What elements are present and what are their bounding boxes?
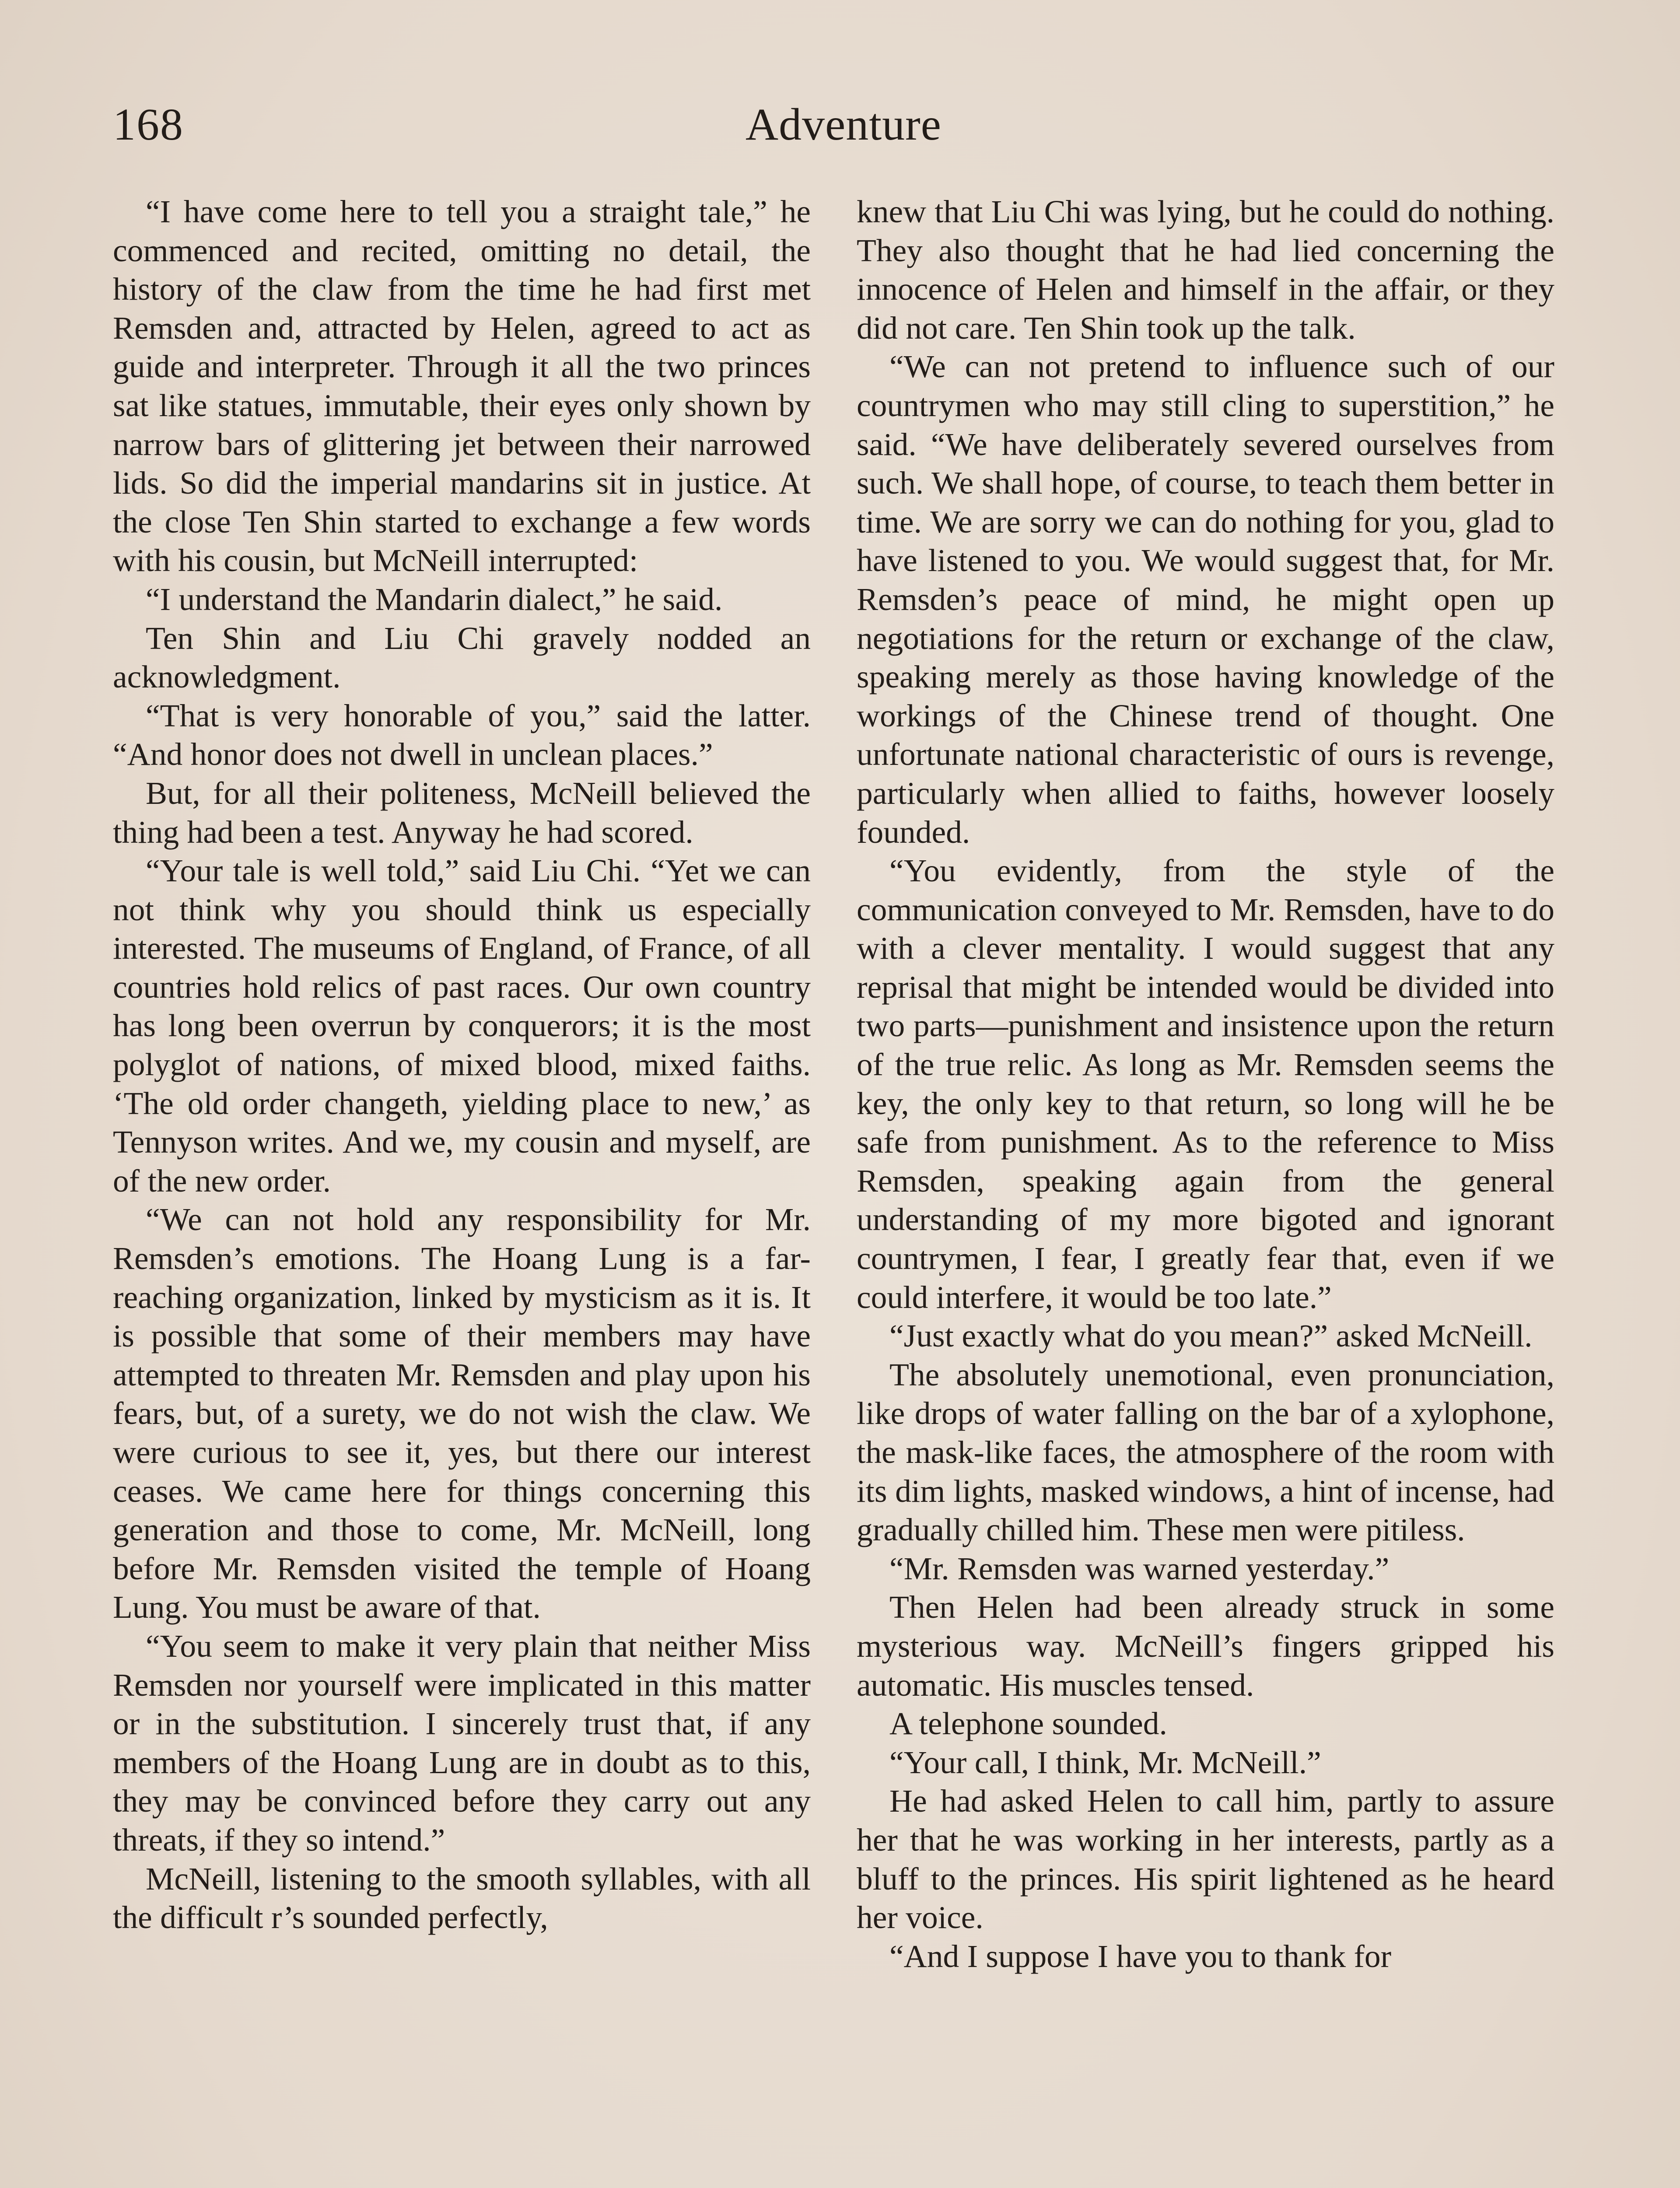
paragraph: “You seem to make it very plain that neither Miss Remsden nor yourself were implicated in this matter or in the substitution. I sincerely trust that, if any members of the Hoang Lung are in doubt as to this, they may be convinced before they carry out any threats, if they so intend.”	[113, 1628, 811, 1858]
left-text-column	[113, 193, 811, 1937]
paragraph: knew that Liu Chi was lying, but he could do nothing. They also thought that he had lied concerning the innocence of Helen and himself in the affair, or they did not care. Ten Shin took up the talk.	[857, 194, 1554, 346]
paragraph: A telephone sounded.	[889, 1706, 1167, 1742]
paragraph: Then Helen had been already struck in some mysterious way. McNeill’s fingers gripped his automatic. His muscles tensed.	[857, 1589, 1554, 1703]
paragraph: McNeill, listening to the smooth syllables, with all the difficult r’s sounded perfectly,	[113, 1861, 811, 1936]
paragraph: “We can not hold any responsibility for Mr. Remsden’s emotions. The Hoang Lung is a far-reaching organization, linked by mysticism as it is. It is possible that some of their members may have attempted to threaten Mr. Remsden and play upon his fears, but, of a surety, we do not wish the claw. We were curious to see it, yes, but there our interest ceases. We came here for things concerning this generation and those to come, Mr. McNeill, long before Mr. Remsden visited the temple of Hoang Lung. You must be aware of that.	[113, 1202, 811, 1625]
paragraph: “That is very honorable of you,” said the latter. “And honor does not dwell in unclean places.”	[113, 698, 811, 772]
paragraph: “And I suppose I have you to thank for	[889, 1938, 1392, 1974]
paragraph: “I have come here to tell you a straight tale,” he commenced and recited, omitting no detail, the history of the claw from the time he had first met Remsden and, attracted by Helen, agreed to act as guide and interpreter. Through it all the two princes sat like statues, immutable, their eyes only shown by narrow bars of glittering jet between their narrowed lids. So did the imperial mandarins sit in justice. At the close Ten Shin started to exchange a few words with his cousin, but McNeill interrupted:	[113, 194, 811, 579]
paragraph: “Your tale is well told,” said Liu Chi. “Yet we can not think why you should think us especially interested. The museums of England, of France, of all countries hold relics of past races. Our own country has long been overrun by conquerors; it is the most polyglot of nations, of mixed blood, mixed faiths. ‘The old order changeth, yielding place to new,’ as Tennyson writes. And we, my cousin and myself, are of the new order.	[113, 853, 811, 1199]
paragraph: “You evidently, from the style of the communication conveyed to Mr. Remsden, have to do with a clever mentality. I would suggest that any reprisal that might be intended would be divided into two parts—punishment and insistence upon the return of the true relic. As long as Mr. Remsden seems the key, the only key to that return, so long will he be safe from punishment. As to the reference to Miss Remsden, speaking again from the general understanding of my more bigoted and ignorant countrymen, I fear, I greatly fear that, even if we could interfere, it would be too late.”	[857, 853, 1554, 1315]
running-title: Adventure	[746, 99, 942, 150]
paragraph: Ten Shin and Liu Chi gravely nodded an acknowledgment.	[113, 620, 811, 695]
paragraph: “I understand the Mandarin dialect,” he said.	[146, 581, 723, 617]
paragraph: He had asked Helen to call him, partly to assure her that he was working in her interests, partly as a bluff to the princes. His spirit lightened as he heard her voice.	[857, 1783, 1554, 1936]
paragraph: “Just exactly what do you mean?” asked McNeill.	[889, 1318, 1533, 1354]
page-number: 168	[113, 99, 184, 150]
paragraph: “Your call, I think, Mr. McNeill.”	[889, 1744, 1321, 1780]
paragraph: The absolutely unemotional, even pronunciation, like drops of water falling on the bar of a xylophone, the mask-like faces, the atmosphere of the room with its dim lights, masked windows, a hint of incense, had gradually chilled him. These men were pitiless.	[857, 1357, 1554, 1548]
paragraph: But, for all their politeness, McNeill believed the thing had been a test. Anyway he had scored.	[113, 775, 811, 850]
page-header	[113, 94, 1574, 155]
right-text-column	[857, 193, 1554, 1976]
paragraph: “We can not pretend to influence such of our countrymen who may still cling to superstition,” he said. “We have deliberately severed ourselves from such. We shall hope, of course, to teach them better in time. We are sorry we can do nothing for you, glad to have listened to you. We would suggest that, for Mr. Remsden’s peace of mind, he might open up negotiations for the return or exchange of the claw, speaking merely as those having knowledge of the workings of the Chinese trend of thought. One unfortunate national characteristic of ours is revenge, particularly when allied to faiths, however loosely founded.	[857, 349, 1554, 850]
paragraph: “Mr. Remsden was warned yesterday.”	[889, 1550, 1390, 1586]
